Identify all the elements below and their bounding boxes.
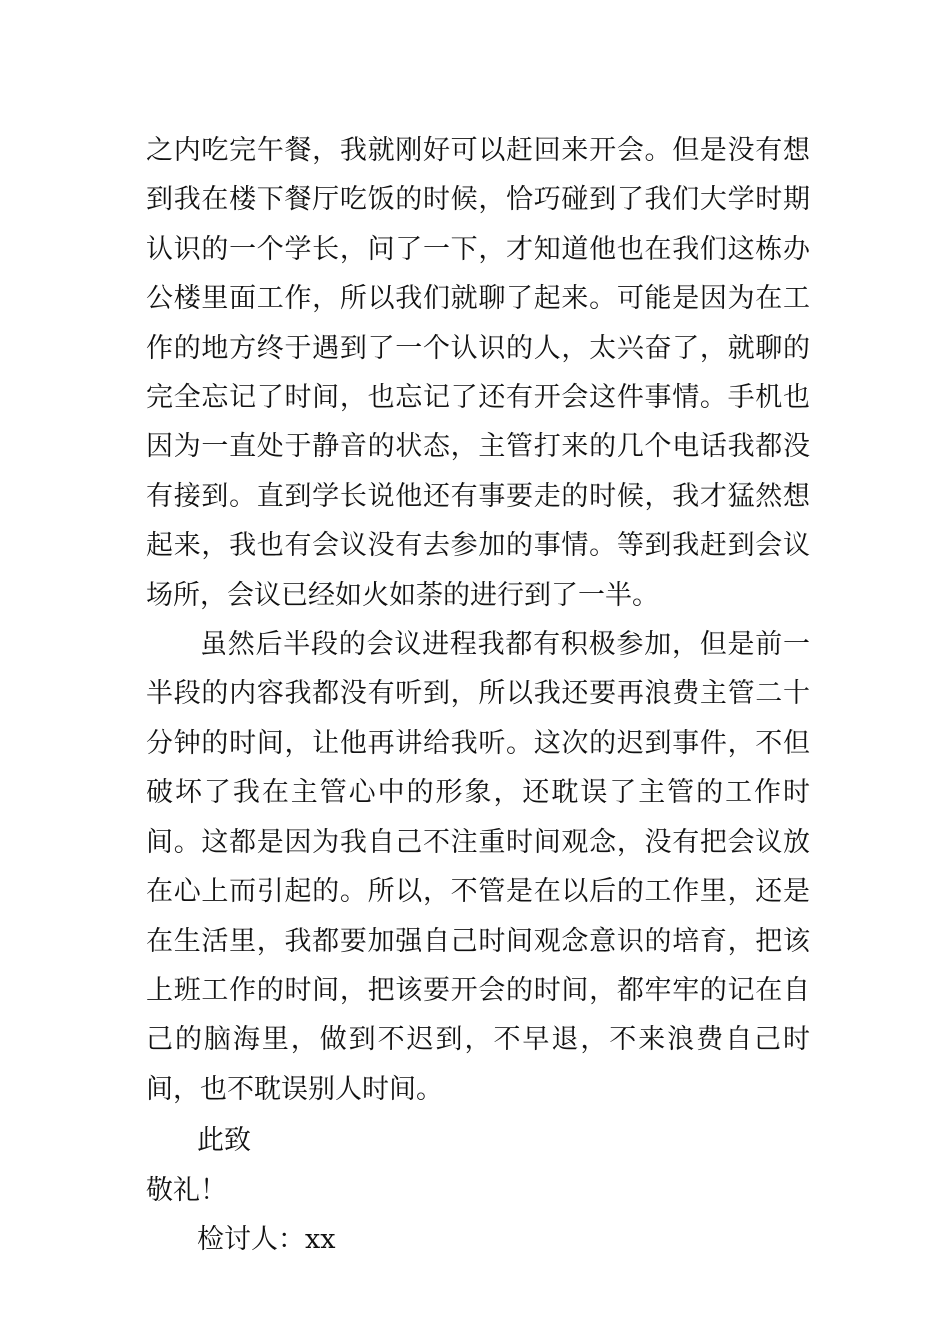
- paragraph-second: 虽然后半段的会议进程我都有积极参加，但是前一半段的内容我都没有听到，所以我还要再浪费主管二十分钟的时间，让他再讲给我听。这次的迟到事件，不但破坏了我在主管心中的形象，还耽误了主管的工作时间。这都是因为我自己不注重时间观念，没有把会议放在心上而引起的。所以，不管是在以后的工作里，还是在生活里，我都要加强自己时间观念意识的培育，把该上班工作的时间，把该要开会的时间，都牢牢的记在自己的脑海里，做到不迟到，不早退，不来浪费自己时间，也不耽误别人时间。: [146, 629, 810, 1105]
- signature-line: 检讨人：xx: [197, 1223, 336, 1255]
- closing-salutation: 此致: [197, 1125, 251, 1157]
- paragraph-continued: 之内吃完午餐，我就刚好可以赶回来开会。但是没有想到我在楼下餐厅吃饭的时候，恰巧碰到了我们大学时期认识的一个学长，问了一下，才知道他也在我们这栋办公楼里面工作，所以我们就聊了起来。可能是因为在工作的地方终于遇到了一个认识的人，太兴奋了，就聊的完全忘记了时间，也忘记了还有开会这件事情。手机也因为一直处于静音的状态，主管打来的几个电话我都没有接到。直到学长说他还有事要走的时候，我才猛然想起来，我也有会议没有去参加的事情。等到我赶到会议场所，会议已经如火如荼的进行到了一半。: [146, 135, 810, 611]
- letter-body: [146, 126, 810, 1264]
- closing-regards: 敬礼！: [146, 1174, 227, 1206]
